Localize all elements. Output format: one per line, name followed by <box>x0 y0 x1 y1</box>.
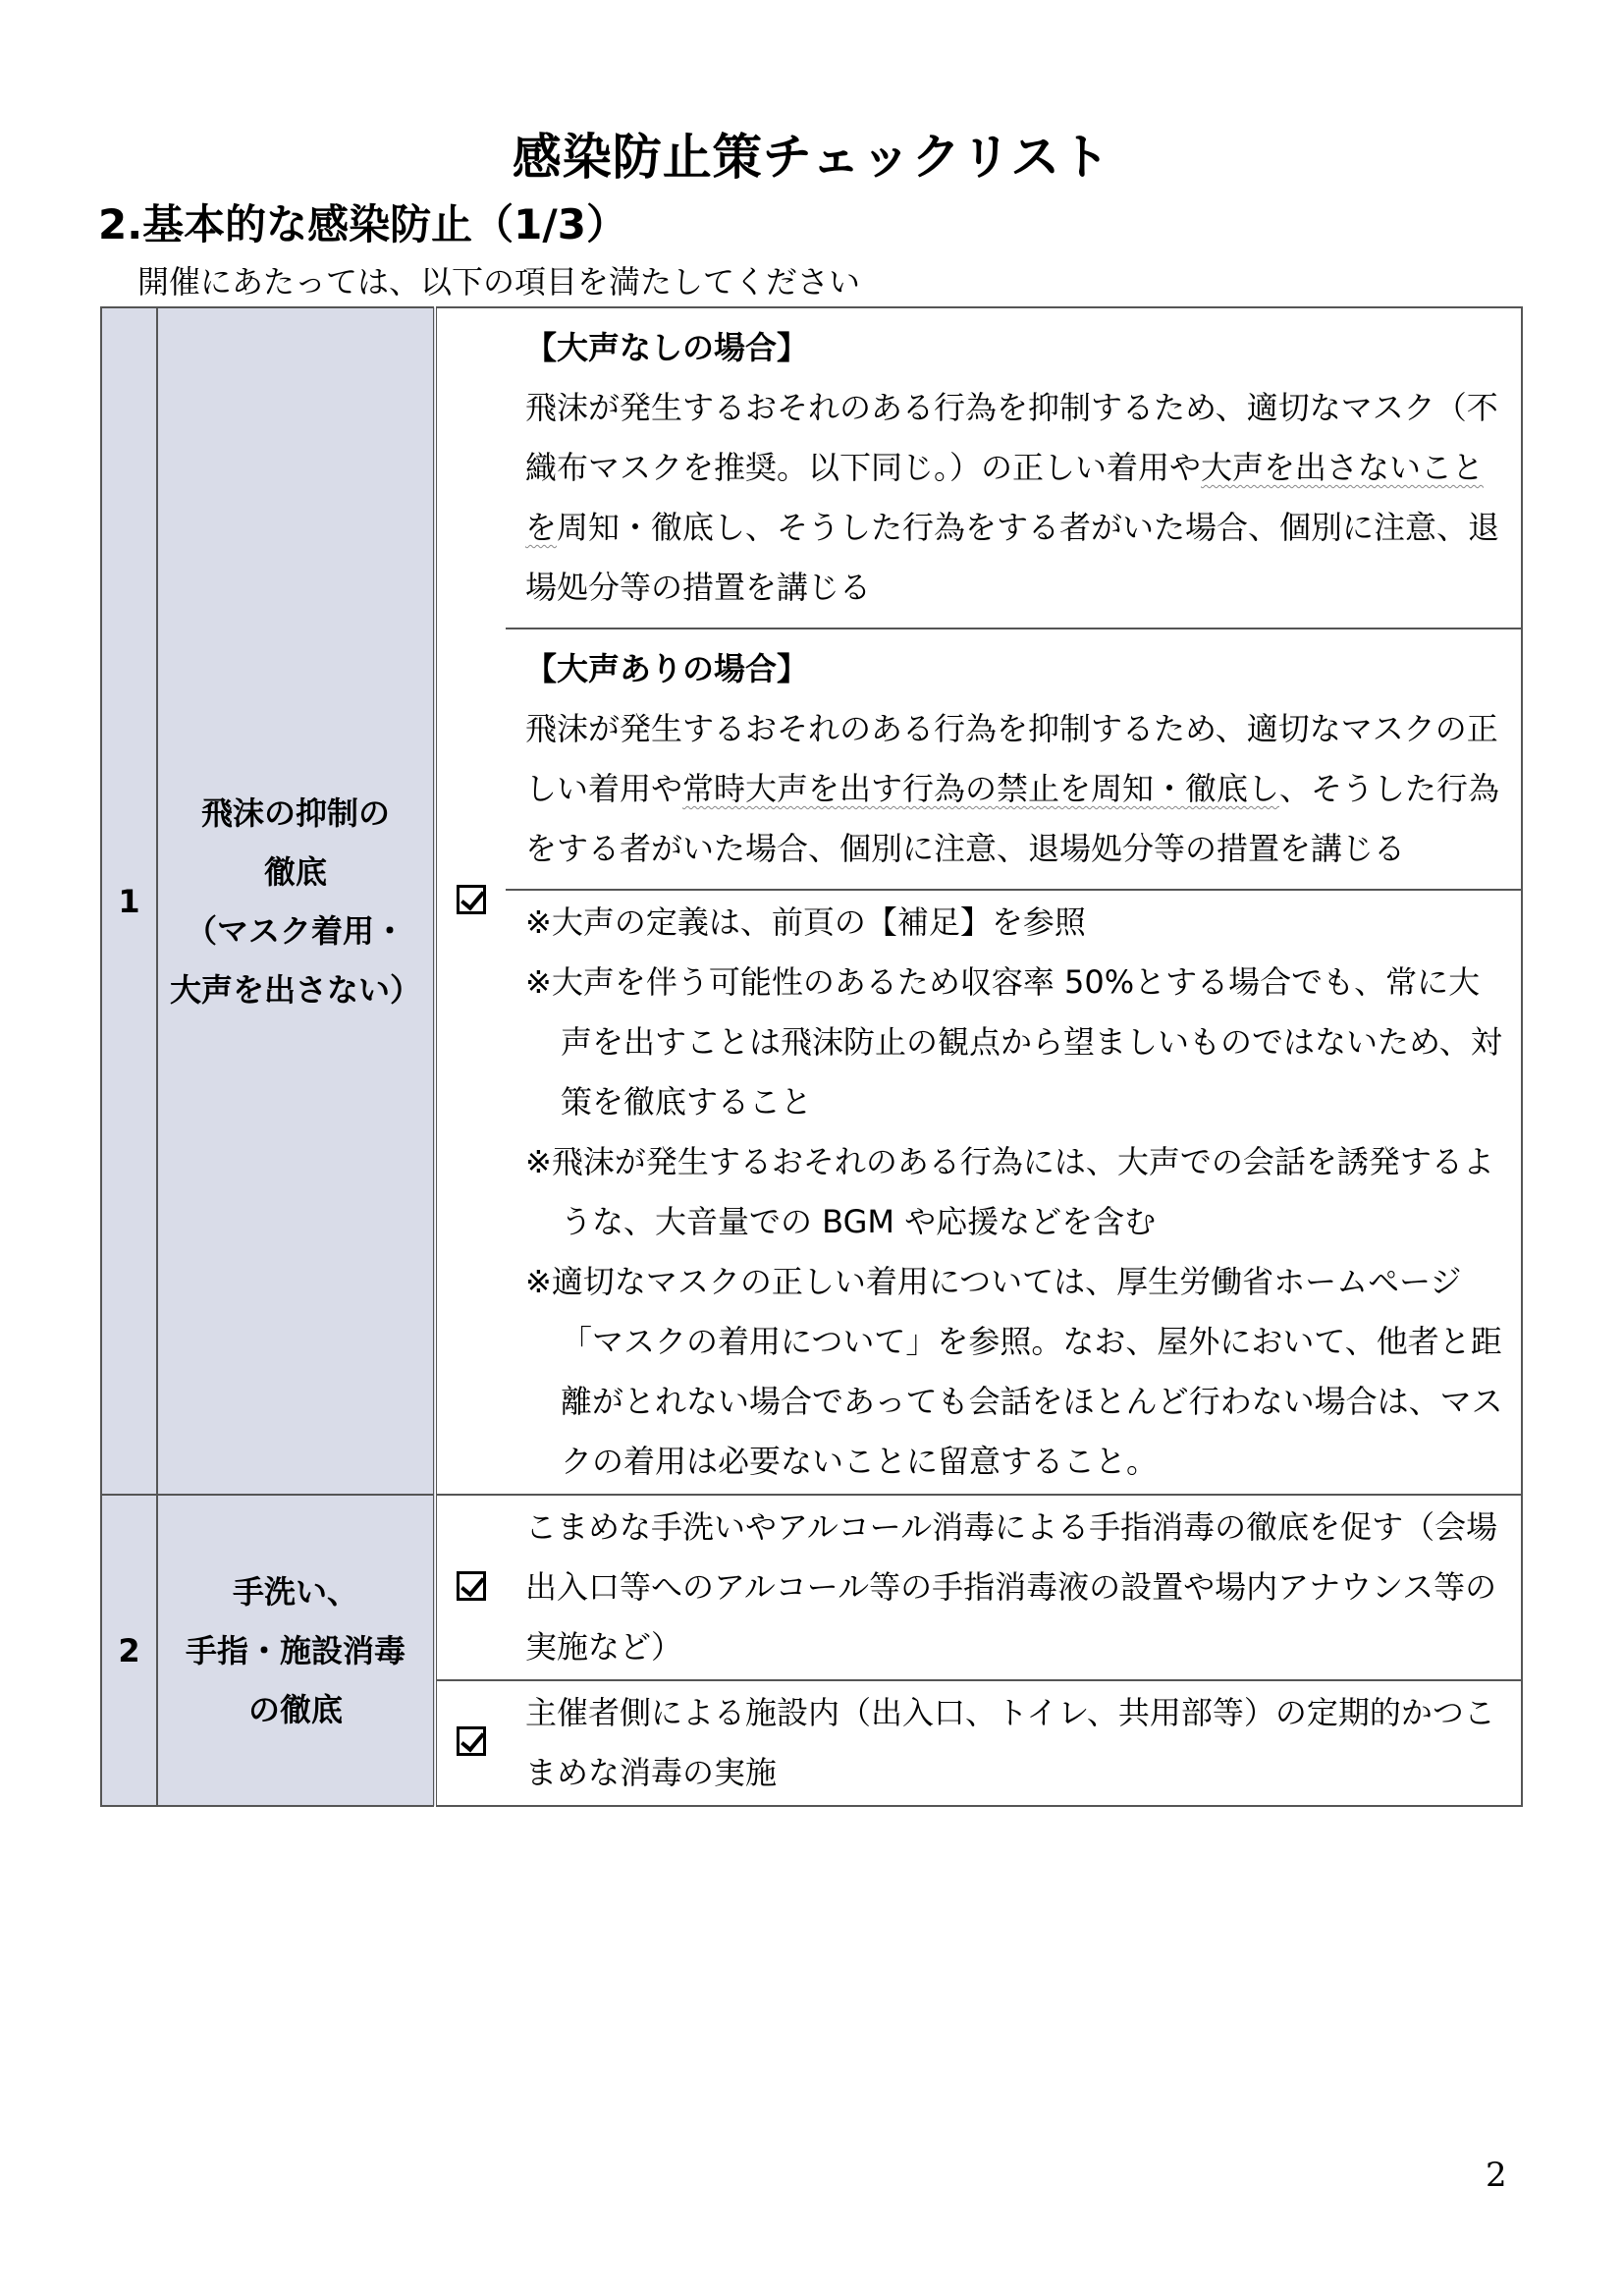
item-number: 1 <box>101 307 157 1495</box>
checklist-row-1a <box>101 307 1522 629</box>
item-content-cell: 主催者側による施設内（出入口、トイレ、共用部等）の定期的かつこまめな消毒の実施 <box>506 1680 1522 1806</box>
item-checkbox-cell <box>435 1495 506 1680</box>
item-content-cell <box>506 629 1522 890</box>
item-content-cell: こまめな手洗いやアルコール消毒による手指消毒の徹底を促す（会場出入口等へのアルコール等の手指消毒液の設置や場内アナウンス等の実施など） <box>506 1495 1522 1680</box>
block-heading: 【大声ありの場合】 <box>525 650 809 687</box>
section-subtitle: 2.基本的な感染防止（1/3） <box>98 200 627 248</box>
item-content-cell <box>506 307 1522 629</box>
note-text: ※飛沫が発生するおそれのある行為には、大声での会話を誘発するような、大音量での BGM や応援などを含む <box>525 1143 1494 1240</box>
item-category: 飛沫の抑制の 徹底 （マスク着用・ 大声を出さない） <box>157 307 435 1495</box>
checkbox-checked-icon[interactable] <box>457 1726 486 1756</box>
item-number: 2 <box>101 1495 157 1806</box>
item-checkbox-cell <box>435 307 506 1495</box>
checkbox-checked-icon[interactable] <box>457 1571 486 1601</box>
block-text: 飛沫が発生するおそれのある行為を抑制するため、適切なマスクの正しい着用や常時大声を出す行為の禁止を周知・徹底し、そうした行為をする者がいた場合、個別に注意、退場処分等の措置を講じる <box>525 710 1500 867</box>
block-text: 飛沫が発生するおそれのある行為を抑制するため、適切なマスク（不織布マスクを推奨。以下同じ。）の正しい着用や大声を出さないことを周知・徹底し、そうした行為をする者がいた場合、個別に注意、退場処分等の措置を講じる <box>525 389 1500 606</box>
page-title: 感染防止策チェックリスト <box>512 129 1111 186</box>
page-number: 2 <box>1486 2156 1507 2195</box>
item-checkbox-cell <box>435 1680 506 1806</box>
note-text: ※大声の定義は、前頁の【補足】を参照 <box>525 903 1086 941</box>
note-text: ※適切なマスクの正しい着用については、厚生労働省ホームページ「マスクの着用について」を参照。なお、屋外において、他者と距離がとれない場合であっても会話をほとんど行わない場合は、マスクの着用は必要ないことに留意すること。 <box>525 1263 1503 1480</box>
intro-text: 開催にあたっては、以下の項目を満たしてください <box>137 263 861 301</box>
checklist-row-2a <box>101 1495 1522 1680</box>
note-text: ※大声を伴う可能性のあるため収容率 50%とする場合でも、常に大声を出すことは飛沫防止の観点から望ましいものではないため、対策を徹底すること <box>525 963 1502 1121</box>
checklist-table <box>100 306 1523 1807</box>
checkbox-checked-icon[interactable] <box>457 885 486 914</box>
item-category: 手洗い、 手指・施設消毒 の徹底 <box>157 1495 435 1806</box>
item-notes-cell <box>506 890 1522 1495</box>
block-heading: 【大声なしの場合】 <box>525 329 809 366</box>
